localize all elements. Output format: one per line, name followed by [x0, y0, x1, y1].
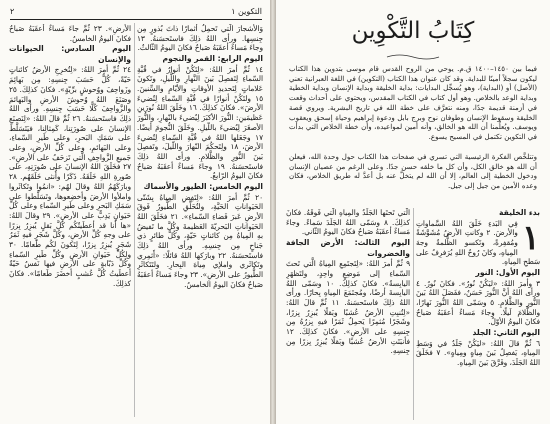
left-column: [286, 208, 410, 422]
right-page: [276, 0, 550, 424]
section-heading: اليوم الثالث: الأرض الجافة والخضروات: [286, 238, 410, 258]
verse-text: ٦ ثُمَّ قالَ اللهُ: «ليَكُنْ جَلَدٌ في وَسَطِ المِياهِ، يَفصِلُ بَينَ مِياهٍ ومِياهٍ». ٧ فخَلَقَ اللهُ الجَلَدَ، وفَرَّقَ بَينَ المِياهِ.: [416, 338, 540, 367]
book-title: كِتَابُ التَّكْوِين: [351, 18, 475, 44]
column-divider: [134, 23, 135, 417]
right-column: [416, 208, 540, 422]
header-rule: [10, 19, 262, 20]
intro-text: فيما بين ١٤٥٠–١٤٠٠ ق.م. يوحي من الروح القدس قام موسى بتدوين هذا الكتاب ليكون سجلاً أمينًا للبداية. وقد كان عنوان هذا الكتاب (التكوين) في اللغة العبرانية تعني (الأصل) أو (البداية)، وهو يُسجِّل البدايات: بداية الخليقة وبداية الإنسان وبداية الخطية وبداية الوعد بالخلاص. وهو أول كتاب في الكتاب المقدس، ويحتوي على أحداث وقعت في أزمنة قديمة جدًا، ومنه نتعرَّف على خطة الله في تاريخ البشرية. ويروي قصة الخليقة وسقوط الإنسان وطوفان نوح وبرج بابل ودعوة إبراهيم وحياة إسحق ويعقوب ويوسف. ويُعلِّمنا أن الله هو الخالق، وأنه أمين لمواعيده، وأن خطة الخلاص التي بدأت في التكوين تكتمل في المسيح يسوع.: [289, 64, 537, 141]
verse-text: ٣ وأمرَ اللهُ: «ليَكُنْ نُورٌ». فكانَ نُورٌ. ٤ ورأى اللهُ أنَّ النُّورَ حَسَنٌ، ففَصَلَ اللهُ بَينَ النُّورِ والظَّلامِ. ٥ وسَمّى اللهُ النُّورَ نَهارًا، والظَّلامَ لَيلًا. وجاءَ مَساءٌ أعقَبَهُ صَباحٌ فكانَ اليومُ الأوّلُ.: [416, 278, 540, 327]
running-head: التكوين ١: [231, 7, 262, 16]
page-header: [10, 7, 262, 17]
section-heading: اليوم الأول: النور: [475, 268, 540, 278]
verse-text: ٢٠ ثُمَّ أمرَ اللهُ: «لِتَفِضِ المِياهُ بِشَتّى الحَيَواناتِ الحَيَّةِ، ولتُحَلِّقِ الطُّيورُ فَوقَ الأرضِ عَبرَ فَضاءِ السّماءِ». ٢١ فخَلَقَ اللهُ الحَيَواناتِ البَحريّةَ العَظيمةَ وكُلَّ ما تَفيضُ بهِ المِياهُ مِن كائناتٍ حَيّةٍ، وكُلَّ طائرٍ ذي جَناحٍ مِن جِنسِهِ. ورأى اللهُ ذلِكَ فاستَحسَنهُ. ٢٢ وبارَكها اللهُ قائلًا: «أَثمِري وتَكاثَري واملإي مِياهَ البِحارِ. ولتَتَكاثَرِ الطُّيورُ على الأرضِ». ٢٣ وجاءَ مَساءٌ أعقَبَهُ صَباحٌ فكانَ اليومُ الخامسُ.: [137, 192, 263, 289]
left-page: [0, 0, 270, 424]
right-column: [137, 24, 263, 420]
section-heading: اليوم الثاني: الجلد: [472, 328, 540, 338]
left-column: [9, 24, 131, 420]
section-heading: بدء الخليقة: [499, 208, 540, 217]
verse-text: ١٤ ثُمَّ أمرَ اللهُ: «لِتَكُنْ أنوارٌ في قُبَّةِ السّماءِ لِتَفصِلَ بَينَ النَّهارِ واللَّيلِ، وتَكونَ عَلاماتٍ لِتَحديدِ الأوقاتِ والأيّامِ والسِّنينَ. ١٥ ولتَكُنْ أنوارًا في قُبَّةِ السّماءِ لِتُضيءَ الأرضَ». فكانَ كذلِكَ. ١٦ وخَلَقَ اللهُ نُورَينِ عَظيمَينِ: النُّورَ الأكبَرَ لِيُضيءَ بالنّهارِ، والنُّورَ الأصغَرَ لِيُضيءَ باللّيلِ. وخَلَقَ النُّجومَ أيضًا. ١٧ وجَعَلها اللهُ في قُبَّةِ السّماءِ لِتُضيءَ الأرضَ، ١٨ ولِتَحكُمَ النّهارَ واللّيلَ، وتَفصِلَ بَينَ النُّورِ والظَّلامِ. ورأى اللهُ ذلِكَ فاستَحسَنهُ. ١٩ وجاءَ مَساءٌ أعقَبَهُ صَباحٌ فكانَ اليومُ الرّابعُ.: [137, 64, 263, 181]
verse-text: وَالأَشجارَ الَّتي تَحمِلُ أثمارًا ذاتَ بُذورٍ مِن جِنسِها. ورأى اللهُ ذلِكَ فاستَحسَنهُ. ١٣ وجاءَ مَساءٌ أعقَبَهُ صَباحٌ فكانَ اليومُ الثّالثُ.: [137, 24, 263, 53]
section-heading: اليوم الخامس: الطيور والأسماك: [143, 182, 263, 192]
intro-text: وتتلخَّص الفكرة الرئيسية التي تسري في صفحات هذا الكتاب حول وحدة الله، فيعلن أن الله هو خالق الكل، وأن كل ما خلقه حسن جدًا. وعلى الرغم من عصيان الإنسان ودخول الخطية إلى العالم، إلا أن الله لم يتخلَّ عنه بل أعدَّ له طريق الخلاص، فكان وعده الأمين من جيل إلى جيل.: [289, 152, 537, 191]
section-heading: اليوم الرابع: القمر والنجوم: [162, 54, 263, 64]
section-heading: اليوم السادس: الحيوانات والإنسان: [9, 44, 131, 64]
chapter-number: ١: [521, 217, 540, 258]
verse-text: الأرضِ». ٢٣ ثُمَّ جاءَ مَساءٌ أعقَبَهُ صَباحٌ فكانَ اليومُ الخامسُ.: [9, 24, 131, 43]
verse-text: فِي البَدءِ خَلَقَ اللهُ السَّماواتِ والأرضَ. ٢ وكانتِ الأرضُ مُشَوَّشَةً ومُقفِرةً، وتَكسو الظُّلمةُ وجهَ المِياهِ، وكانَ رُوحُ اللهِ يُرَفرِفُ على سَطحِ المِياهِ.: [416, 218, 540, 267]
ornament-icon: [385, 53, 441, 61]
intro-paragraph: [289, 152, 537, 191]
page-number: ٢: [10, 7, 15, 16]
intro-paragraph: [289, 64, 537, 142]
column-divider: [413, 208, 414, 420]
verse-text: الَّتي تَحتَها الجَلَدُ والمِياهِ الَّتي فَوقَهُ. فكانَ كذلِكَ. ٨ وسَمّى اللهُ الجَلَدَ سَماءً. وجاءَ مَساءٌ أعقَبَهُ صَباحٌ فكانَ اليومُ الثّاني.: [286, 208, 410, 237]
verse-text: ٢٤ ثُمَّ أمرَ اللهُ: «لِتُخرِجِ الأرضُ كائناتٍ حَيّةً، كُلٌّ حَسَبَ جِنسِهِ: مِن بَهائِمَ وزَواحِفَ ووُحوشٍ برِّيّةٍ». فكانَ كذلِكَ. ٢٥ وصَنَعَ اللهُ وُحوشَ الأرضِ والبَهائمَ والزَّواحِفَ كُلًّا حَسَبَ جِنسِهِ. ورأى اللهُ ذلِكَ فاستَحسَنهُ. ٢٦ ثُمَّ قالَ اللهُ: «لِنَصنَعِ الإنسانَ على صُورَتِنا، كَمِثالِنا، فيَتَسَلَّطَ على سَمَكِ البَحرِ، وعلى طَيرِ السّماءِ، وعلى البَهائمِ، وعلى كُلِّ الأرضِ، وعلى جَميعِ الزَّواحِفِ الَّتي تَزحَفُ على الأرضِ». ٢٧ فخَلَقَ اللهُ الإنسانَ على صُورَتِهِ، على صُورةِ اللهِ خَلَقَهُ. ذَكَرًا وأُنثى خَلَقَهُم. ٢٨ وبارَكَهُمُ اللهُ وقالَ لهُم: «انمُوا وتَكاثَروا واملأوا الأرضَ وأخضِعوها، وتَسَلَّطوا على سَمَكِ البَحرِ وعلى طَيرِ السّماءِ وعلى كُلِّ حَيَوانٍ يَدِبُّ على الأرضِ». ٢٩ وقالَ اللهُ: «ها أنا قد أعطَيتُكُم كُلَّ بَقلٍ يُبزِرُ بِزرًا على وجهِ كُلِّ الأرضِ، وكُلَّ شَجَرٍ فيهِ ثَمَرُ شَجَرٍ يُبزِرُ بِزرًا، لِتَكونَ لكُم طَعامًا. ٣٠ ولِكُلِّ حَيَوانِ الأرضِ وكُلِّ طَيرِ السّماءِ وكُلِّ دَبّابةٍ على الأرضِ فيها نَفسٌ حَيّةٌ أعطَيتُ كُلَّ عُشبٍ أخضَرَ طَعامًا». فكانَ كذلِكَ.: [9, 65, 131, 288]
verse-text: ٩ ثُمَّ أمرَ اللهُ: «لِتَجتَمِعِ المِياهُ الَّتي تَحتَ السّماءِ إلى مَوضِعٍ واحِدٍ، ولتَظهَرِ اليابِسةُ». فكانَ كذلِكَ. ١٠ وسَمّى اللهُ اليابِسةَ أرضًا، ومُجتَمَعَ المِياهِ بِحارًا. ورأى اللهُ ذلِكَ فاستَحسَنهُ. ١١ ثُمَّ قالَ اللهُ: «لِتُنبِتِ الأرضُ عُشبًا وبَقلًا يُبزِرُ بِزرًا، وشَجَرًا مُثمِرًا يَحمِلُ ثَمَرًا فيهِ بِزرُهُ مِن جِنسِهِ على الأرضِ». فكانَ كذلِكَ. ١٢ فأنبَتَتِ الأرضُ عُشبًا وبَقلًا يُبزِرُ بِزرًا مِن جِنسِهِ.: [286, 259, 410, 356]
